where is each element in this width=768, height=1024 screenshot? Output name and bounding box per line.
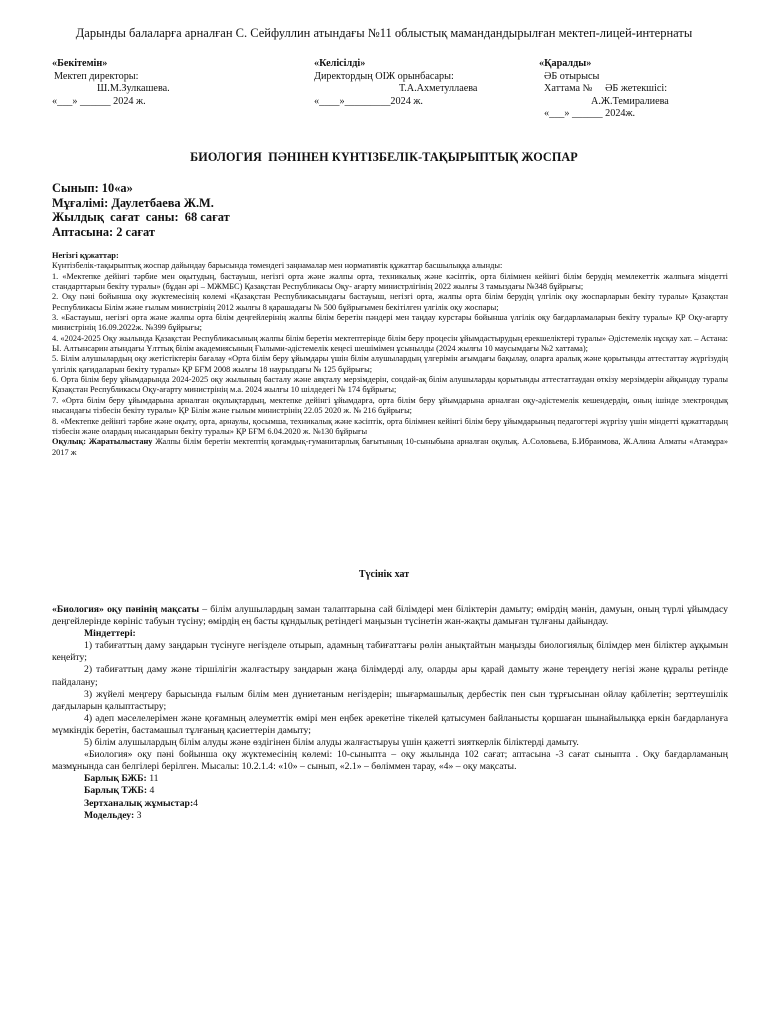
total-tzhb <box>52 785 728 797</box>
task-item: 1) табиғаттың даму заңдарын түсінуге негізделе отырып, адамның табиғаттағы рөлін анықтайтын маңызды биологиялық білімдер мен біліктер аұқымын кеңейту; <box>52 640 728 664</box>
total-bzhb <box>52 773 728 785</box>
task-item: 5) білім алушылардың білім алуды және өздігінен білім алуды жалғастыруы үшін қажетті зияткерлік біліктерді дамыту. <box>84 737 579 749</box>
teacher-label: Мұғалімі: Даулетбаева Ж.М. <box>52 195 214 210</box>
total-modeling-value: 3 <box>134 809 142 821</box>
yearly-hours: Жылдық сағат саны: 68 сағат <box>52 210 230 224</box>
document-item: 2. Оқу пәні бойынша оқу жүктемесінің көлемі «Қазақстан Республикасындағы бастауыш, негізгі орта, жалпы орта білім берудің үлгілік оқу жоспарларын бекіту туралы» Қазақстан Республикасы Білім және ғылым министрінің 2012 жылғы 8 қарашадағы № 500 бұйрығымен бекітілген үлгілік оқу жоспары; <box>52 292 728 312</box>
reviewed-column <box>539 58 739 121</box>
total-labs-label: Зертханалық жұмыстар: <box>84 797 194 809</box>
agreed-date: «____»_________2024 ж. <box>314 95 423 107</box>
total-bzhb-label: Барлық БЖБ: <box>84 773 147 785</box>
agreed-name: Т.А.Ахметуллаева <box>399 83 478 95</box>
total-labs-value: 4 <box>193 797 199 809</box>
total-labs <box>52 798 728 810</box>
agreed-role: Директордың ОІЖ орынбасары: <box>314 70 454 82</box>
textbook-label: Оқулық: Жаратылыстану <box>52 437 153 447</box>
document-item: 5. Білім алушылардың оқу жетістіктерін бағалау «Орта білім беру ұйымдары үшін білім алушылардың үлгерімін ағымдағы бақылау, оларға аралық және қорытынды аттестаттау жүргізудің үлгілік қағидаларын бекіту туралы» ҚР БҒМ 2008 жылғы 18 наурыздағы № 125 бұйрығы; <box>52 354 728 374</box>
approved-role: Мектеп директоры: <box>54 70 139 82</box>
study-load: «Биология» оқу пәні бойынша оқу жүктемесінің көлемі: 10-сыныпта – оқу жылында 102 сағат; аптасына -3 сағат сыныпта . Оқу бағдарламаның мазмұнында сан белгілері берілген. Мысалы: 10.2.1.4: «10» – сынып, «2.1» – бөліммен тарау, «4» – оқу мақсаты. <box>52 749 728 773</box>
document-item: 8. «Мектепке дейінгі тәрбие және оқыту, орта, арнаулы, қосымша, техникалық және кәсіптік, орта білімнен кейінгі білім беру ұйымдарының педагогтері жүргізу үшін міндетті құжаттардың тізбесін және олардың нысандарын бекіту туралы» ҚР БҒМ 6.04.2020 ж. №130 бұйрығы <box>52 416 728 436</box>
reviewed-protocol: Хаттама № ӘБ жетекшісі: <box>544 83 668 95</box>
document-item: 4. «2024-2025 Оқу жылында Қазақстан Республикасының жалпы білім беретін мектептерінде білім беру процесін ұйымдастырудың ерекшеліктері туралы» Әдістемелік нұсқау хат. – Астана: Ы. Алтынсарин атындағы Ұлттық білім академиясының Ғылыми-әдістемелік кеңесі шешімімен ұсынылды (2024 жылғы 10 маусымдағы №2 хаттама); <box>52 333 728 354</box>
task-item: 4) әдеп мәселелерімен және қоғамның әлеуметтік өмірі мен еңбек әрекетіне тікелей қатысумен байланысты қоршаған шынайылыққа еркін бағдарлануға мүмкіндік беретін, бастамашыл тұлғаның қасиеттерін дамыту; <box>52 712 728 736</box>
document-item: 3. «Бастауыш, негізгі орта және жалпы орта білім деңгейлерінің жалпы білім беретін пәндері мен таңдау курстары бойынша үлгілік оқу бағдарламаларын бекіту туралы» ҚР Оқу-ағарту министрінің 16.09.2022ж. №399 бұйрығы; <box>52 313 728 333</box>
document-item: 7. «Орта білім беру ұйымдарына арналған оқулықтардың, мектепке дейінгі ұйымдарға, орта білім беру ұйымдарына арналған оқу-әдістемелік кешендердің, оның ішінде электрондық нысандағы тізбесін бекіту туралы» ҚР Білім және ғылым министрінің 22.05 2020 ж. № 216 бұйрығы; <box>52 395 728 416</box>
basic-documents <box>52 251 728 458</box>
approval-block <box>52 58 728 128</box>
approved-column <box>52 58 252 108</box>
total-bzhb-value: 11 <box>146 773 159 785</box>
total-modeling-label: Модельдеу: <box>84 809 135 821</box>
reviewed-name: А.Ж.Темиралиева <box>591 95 669 107</box>
reviewed-meeting: ӘБ отырысы <box>544 70 600 82</box>
approved-name: Ш.М.Зулкашева. <box>97 83 170 95</box>
subject-goal <box>52 604 728 628</box>
task-item: 3) жүйелі меңгеру барысында ғылым білім мен дүниетаным негіздерін; шығармашылық дербестік пен сын тұрғысынан ойлау қабілетін; зерттеушілік дағдыларын қалыптастыру; <box>52 688 728 712</box>
plan-title: БИОЛОГИЯ ПӘНІНЕН КҮНТІЗБЕЛІК-ТАҚЫРЫПТЫҚ ЖОСПАР <box>190 150 578 164</box>
reviewed-title: «Қаралды» <box>539 58 592 69</box>
weekly-hours: Аптасына: 2 сағат <box>52 224 155 239</box>
explanatory-note-title: Түсінік хат <box>358 569 410 580</box>
total-tzhb-value: 4 <box>147 785 155 797</box>
textbook-text: Жалпы білім беретін мектептің қоғамдық-гуманитарлық бағытының 10-сыныбына арналған оқулық. А.Соловьева, Б.Ибраимова, Ж.Алина Алматы «Атамұра» 2017 ж <box>52 437 729 457</box>
reviewed-date: «___» ______ 2024ж. <box>544 108 636 120</box>
tasks-label: Міндеттері: <box>84 628 136 640</box>
goal-label: «Биология» оқу пәнінің мақсаты <box>52 604 200 615</box>
approved-title: «Бекітемін» <box>52 58 108 69</box>
approved-date: «___» ______ 2024 ж. <box>52 95 146 107</box>
explanatory-note <box>52 604 728 822</box>
document-item: 6. Орта білім беру ұйымдарында 2024-2025 оқу жылының басталу және аяқталу мерзімдерін, сондай-ақ білім алушыларды қорытынды аттестаттаудан өткізу мерзімдерін айқындау туралы Қазақстан Республикасы Оқу-ағарту министрінің м.а. 2024 жылғы 10 шілдедегі № 174 бұйрығы; <box>52 375 728 395</box>
textbook-line <box>52 437 728 458</box>
class-info <box>52 181 230 239</box>
class-label: Сынып: 10«а» <box>52 181 133 195</box>
agreed-column <box>314 58 514 108</box>
goal-text: – білім алушылардың заман талаптарына сай білімдері мен біліктерін дамыту; өмірдің мәнін, дамуын, оның түрлі ұйымдасу деңгейлерінде көрініс табуын түсіну; өмірдің ең басты құндылық ретіндегі маңызын түсінетін жан-жақты дамыған тұлғаны дайындау. <box>52 604 729 628</box>
basic-documents-intro: Күнтізбелік-тақырыптық жоспар дайындау барысында төмендегі заңнамалар мен нормативтік құжаттар басшылыққа алынды: <box>52 261 503 271</box>
basic-documents-title: Негізгі құжаттар: <box>52 251 119 260</box>
task-item: 2) табиғаттың даму және тіршілігін жалғастыру заңдарын жаңа білімдерді алу, оларды ары қарай дамыту және тереңдету негізі және құралы ретінде пайдалану; <box>52 664 728 688</box>
total-modeling <box>52 810 728 822</box>
school-name: Дарынды балаларға арналған С. Сейфуллин атындағы №11 облыстық мамандандырылған мектеп-лицей-интернаты <box>75 26 693 40</box>
agreed-title: «Келісілді» <box>314 58 366 69</box>
document-item: 1. «Мектепке дейінгі тәрбие мен оқытудың, бастауыш, негізгі орта және жалпы орта, техникалық және кәсіптік, орта білімнен кейінгі білім берудің мемлекеттік жалпыға міндетті стандарттарын бекіту туралы» (бұдан әрі – МЖМБС) Қазақстан Республикасы Оқу- ағарту министрлігінің 2022 жылғы 3 тамыздағы №348 бұйрығы; <box>52 271 728 292</box>
total-tzhb-label: Барлық ТЖБ: <box>84 785 148 797</box>
